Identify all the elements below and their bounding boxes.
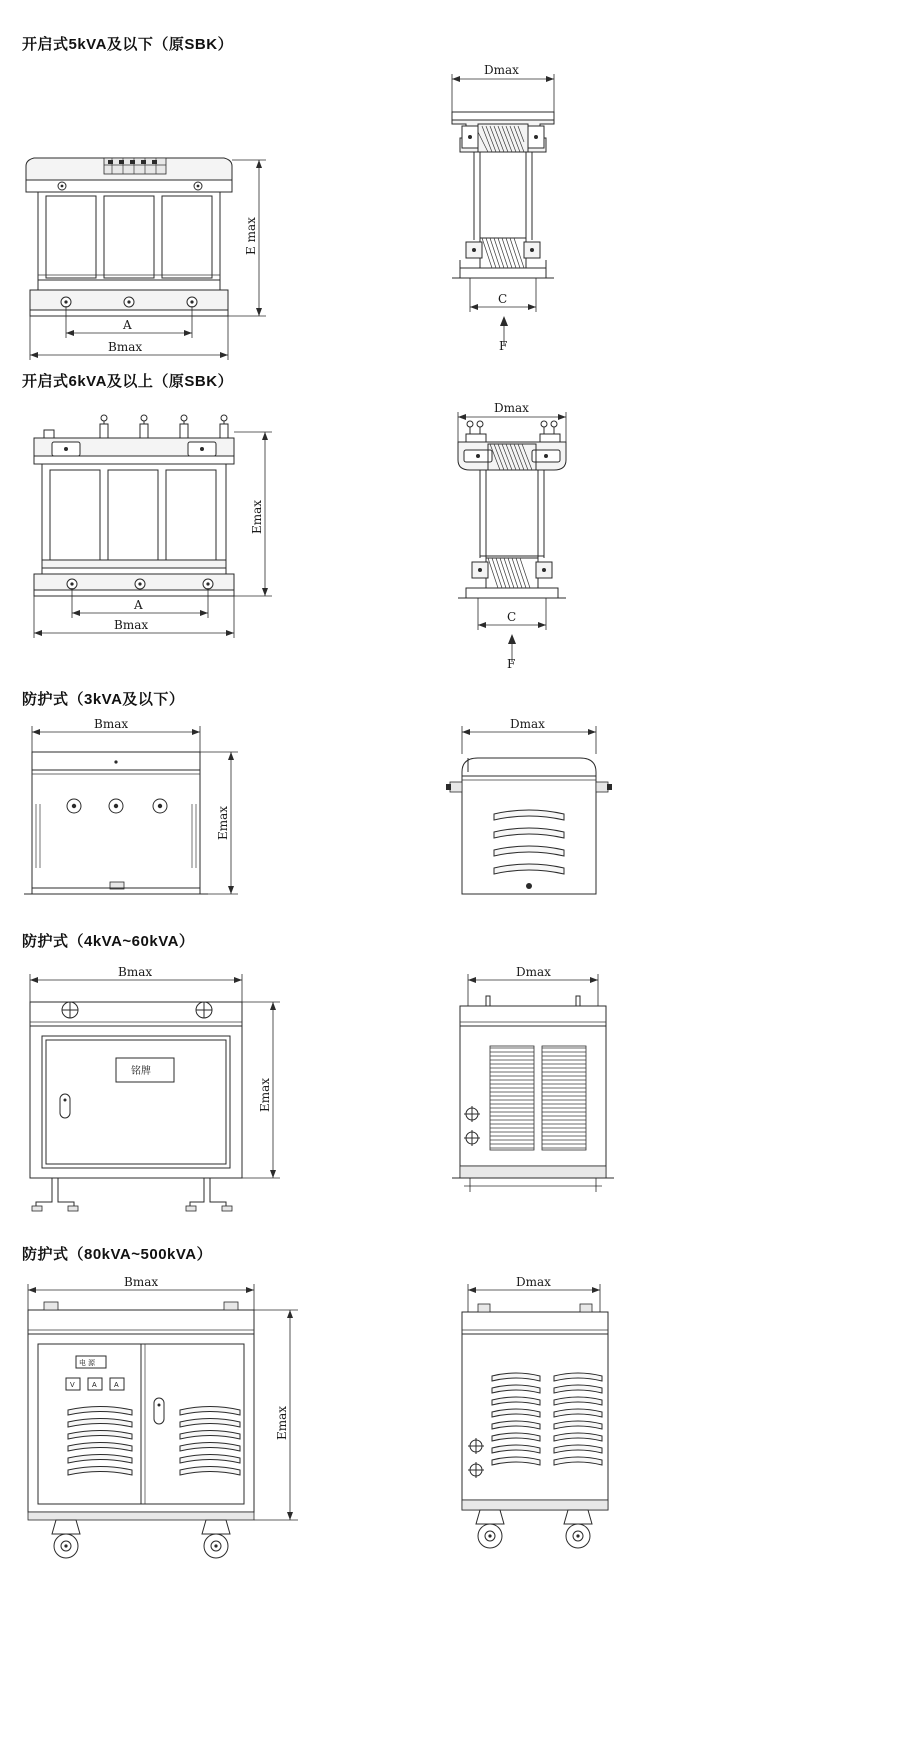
dim-label-bmax3: Bmax [94,717,129,731]
section-title-open-5kva: 开启式5kVA及以下（原SBK） [22,36,234,53]
dim-label-dmax4: Dmax [516,965,551,979]
dim-label-emax4: Emax [258,1077,272,1112]
figure-open6-side [430,398,650,671]
panel-label: 电 源 [79,1360,95,1367]
dim-label-emax: E max [244,217,258,255]
dim-label-dmax2: Dmax [494,401,529,415]
figure-prot3-front [10,718,290,908]
nameplate-label: 铭牌 [131,1066,151,1077]
dim-label-emax2: Emax [250,499,264,534]
dim-label-f: F [499,339,508,353]
dim-label-bmax2: Bmax [114,618,149,632]
dim-label-bmax: Bmax [108,340,143,354]
figure-prot460-side [420,962,680,1232]
dim-label-emax3: Emax [216,805,230,840]
figure-prot80500-side [420,1272,680,1572]
figure-open6-front [16,412,306,652]
dim-label-a2: A [134,598,143,612]
dim-label-dmax: Dmax [484,63,519,77]
dim-label-c2: C [507,610,517,624]
dim-label-emax5: Emax [275,1405,289,1440]
figure-prot460-front [8,962,308,1232]
dim-dmax-open5 [452,74,554,112]
meter-label-v: V [70,1382,75,1389]
figure-open5-front [16,70,296,354]
dim-label-a: A [123,318,132,332]
dim-label-dmax5: Dmax [516,1275,551,1289]
dim-label-c: C [498,292,508,306]
figure-prot80500-front [8,1272,318,1572]
figure-open5-side [430,60,650,353]
dim-label-dmax3: Dmax [510,717,545,731]
meter-label-a1: A [92,1382,97,1389]
dim-label-f2: F [507,657,516,671]
meter-label-a2: A [114,1382,119,1389]
section-title-protected-3kva: 防护式（3kVA及以下） [22,691,185,708]
dim-label-bmax5: Bmax [124,1275,159,1289]
section-title-open-6kva: 开启式6kVA及以上（原SBK） [22,373,234,390]
dim-label-bmax4: Bmax [118,965,153,979]
figure-prot3-side [420,718,670,908]
section-title-protected-4-60kva: 防护式（4kVA~60kVA） [22,933,195,950]
section-title-protected-80-500kva: 防护式（80kVA~500kVA） [22,1246,213,1263]
